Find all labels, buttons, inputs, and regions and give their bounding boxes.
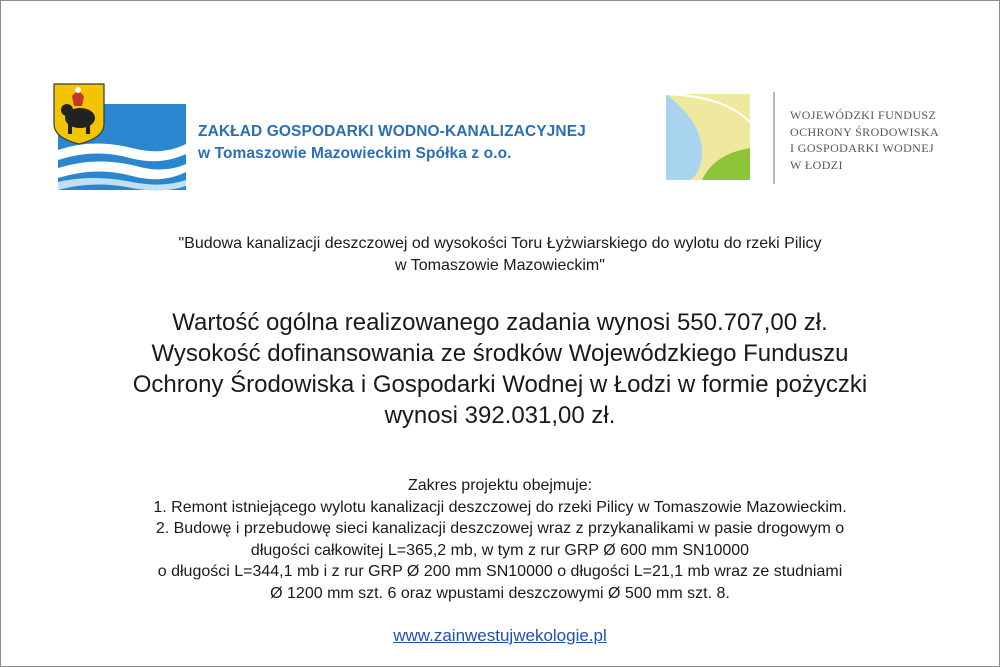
company-name-line2: w Tomaszowie Mazowieckim Spółka z o.o.	[198, 145, 512, 162]
website	[0, 626, 1000, 646]
scope-line: 1. Remont istniejącego wylotu kanalizacji deszczowej do rzeki Pilicy w Tomaszowie Mazowieckim.	[153, 498, 847, 516]
fund-name-line: W ŁODZI	[790, 157, 843, 172]
funding-line: Ochrony Środowiska i Gospodarki Wodnej w Łodzi w formie pożyczki	[132, 371, 868, 398]
funding-line: Wysokość dofinansowania ze środków Wojewódzkiego Funduszu	[151, 340, 849, 367]
scope-line: Ø 1200 mm szt. 6 oraz wpustami deszczowymi Ø 500 mm szt. 8.	[270, 584, 730, 602]
company-name	[198, 121, 586, 165]
coat-of-arms-icon	[54, 84, 104, 144]
funding-statement	[0, 307, 1000, 431]
scope-line: o długości L=344,1 mb i z rur GRP Ø 200 mm SN10000 o długości L=21,1 mb wraz ze studniami	[157, 563, 843, 580]
website-link[interactable]: www.zainwestujwekologie.pl	[393, 626, 607, 645]
fund-name-line: OCHRONY ŚRODOWISKA	[790, 124, 940, 139]
project-scope	[0, 475, 1000, 604]
fund-name-line: WOJEWÓDZKI FUNDUSZ	[790, 108, 937, 122]
funding-line: wynosi 392.031,00 zł.	[384, 402, 616, 429]
company-logo	[52, 82, 188, 192]
project-title-line1: "Budowa kanalizacji deszczowej od wysokości Toru Łyżwiarskiego do wylotu do rzeki Pilicy	[178, 235, 822, 252]
fund-logo-divider	[773, 92, 775, 184]
project-title-line2: w Tomaszowie Mazowieckim"	[395, 257, 605, 274]
project-title	[0, 233, 1000, 277]
company-name-line1: ZAKŁAD GOSPODARKI WODNO-KANALIZACYJNEJ	[198, 123, 586, 140]
scope-line: długości całkowitej L=365,2 mb, w tym z rur GRP Ø 600 mm SN10000	[250, 541, 750, 559]
funding-line: Wartość ogólna realizowanego zadania wynosi 550.707,00 zł.	[172, 309, 828, 336]
fund-name	[790, 107, 939, 173]
scope-heading: Zakres projektu obejmuje:	[407, 477, 593, 494]
fund-name-line: I GOSPODARKI WODNEJ	[790, 141, 935, 155]
scope-line: 2. Budowę i przebudowę sieci kanalizacji deszczowej wraz z przykanalikami w pasie drogowym o	[155, 520, 845, 537]
fund-logo	[662, 92, 754, 184]
